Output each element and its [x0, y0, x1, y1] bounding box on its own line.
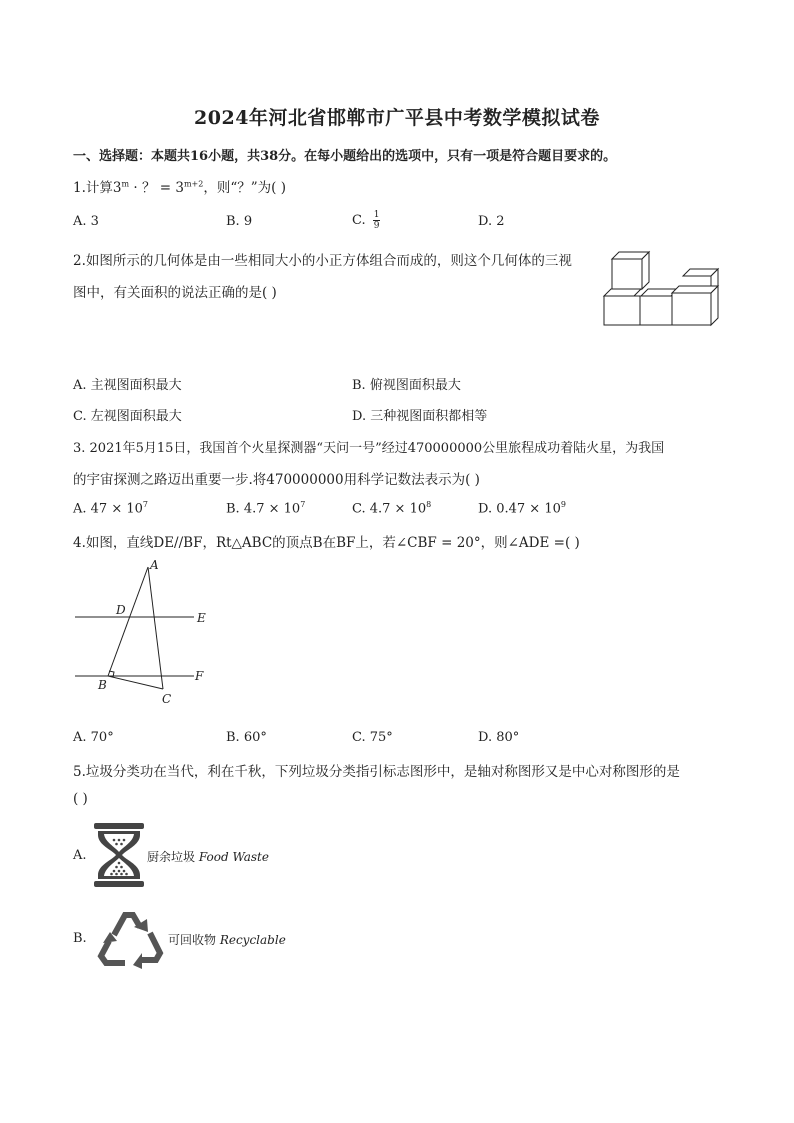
- q3-option-a[interactable]: [73, 500, 148, 516]
- q1-pre: 1.计算3: [73, 180, 122, 196]
- q3-a-base: A. 47 × 10: [73, 501, 143, 517]
- cube-figure: [600, 249, 722, 329]
- q5-line-1: 5.垃圾分类功在当代，利在千秋，下列垃圾分类指引标志图形中，是轴对称图形又是中心对称图形的是: [73, 764, 680, 780]
- q3-b-exp: 7: [300, 500, 306, 509]
- hourglass-icon: [92, 821, 146, 889]
- section-heading: 一、选择题：本题共16小题，共38分。在每小题给出的选项中，只有一项是符合题目要求的。: [73, 149, 617, 164]
- q3-d-base: D. 0.47 × 10: [478, 501, 561, 517]
- q3-c-exp: 8: [426, 500, 432, 509]
- q1-option-c[interactable]: [352, 210, 380, 231]
- q1-option-c-prefix: C.: [352, 213, 370, 228]
- q3-c-base: C. 4.7 × 10: [352, 501, 427, 517]
- q1-option-b[interactable]: B. 9: [226, 214, 253, 229]
- q1-fraction-den: 9: [373, 221, 380, 231]
- triangle-parallel-lines-figure: [70, 558, 215, 710]
- q1-exponent-m2: m+2: [183, 179, 204, 189]
- page-title: 2024年河北省邯郸市广平县中考数学模拟试卷: [194, 107, 600, 129]
- q2-line-2: 图中，有关面积的说法正确的是( ): [73, 285, 277, 301]
- q1-option-d[interactable]: D. 2: [478, 214, 505, 229]
- q1-post: ，则“？”为( ): [203, 180, 286, 196]
- label-c: C: [162, 692, 172, 706]
- q1-option-a[interactable]: A. 3: [73, 214, 99, 229]
- q3-a-exp: 7: [142, 500, 148, 509]
- label-e: E: [197, 611, 206, 625]
- q5-option-b-cn: 可回收物: [168, 933, 220, 947]
- recycle-icon: [92, 905, 166, 971]
- question-1-stem: [73, 176, 286, 196]
- q5-option-a-label[interactable]: A.: [73, 848, 87, 863]
- q5-option-a-caption: [147, 848, 269, 865]
- q3-d-exp: 9: [560, 500, 566, 509]
- q2-option-d[interactable]: D. 三种视图面积都相等: [352, 409, 488, 424]
- q1-fraction-num: 1: [373, 210, 380, 220]
- q4-stem: 4.如图，直线DE//BF，Rt△ABC的顶点B在BF上，若∠CBF = 20°，则∠ADE =( ): [73, 535, 580, 551]
- q1-exponent-m: m: [121, 179, 130, 189]
- q5-line-2: ( ): [73, 791, 88, 807]
- q5-option-b-en: Recyclable: [219, 933, 286, 947]
- q5-option-a-en: Food Waste: [198, 850, 269, 864]
- label-d: D: [116, 603, 126, 617]
- q3-option-c[interactable]: [352, 500, 431, 516]
- q2-line-1: 2.如图所示的几何体是由一些相同大小的小正方体组合而成的，则这个几何体的三视: [73, 253, 572, 269]
- q2-option-a[interactable]: A. 主视图面积最大: [73, 378, 182, 393]
- q1-mid: · ？ = 3: [129, 180, 184, 196]
- q3-line-1: 3. 2021年5月15日，我国首个火星探测器“天问一号”经过470000000公里旅程成功着陆火星，为我国: [73, 441, 665, 456]
- q3-line-2: 的宇宙探测之路迈出重要一步.将470000000用科学记数法表示为( ): [73, 472, 480, 488]
- q1-fraction: [373, 210, 381, 231]
- q5-option-b-label[interactable]: B.: [73, 931, 87, 946]
- label-b: B: [98, 678, 107, 692]
- q3-option-d[interactable]: [478, 500, 566, 516]
- q3-option-b[interactable]: [226, 500, 305, 516]
- q4-option-d[interactable]: D. 80°: [478, 730, 520, 745]
- q2-option-b[interactable]: B. 俯视图面积最大: [352, 378, 461, 393]
- q4-option-a[interactable]: A. 70°: [73, 730, 114, 745]
- label-a: A: [150, 558, 159, 572]
- label-f: F: [195, 669, 204, 683]
- q2-option-c[interactable]: C. 左视图面积最大: [73, 409, 182, 424]
- q5-option-a-cn: 厨余垃圾: [147, 850, 199, 864]
- q3-b-base: B. 4.7 × 10: [226, 501, 301, 517]
- q4-option-c[interactable]: C. 75°: [352, 730, 393, 745]
- q5-option-b-caption: [168, 931, 286, 948]
- q4-option-b[interactable]: B. 60°: [226, 730, 267, 745]
